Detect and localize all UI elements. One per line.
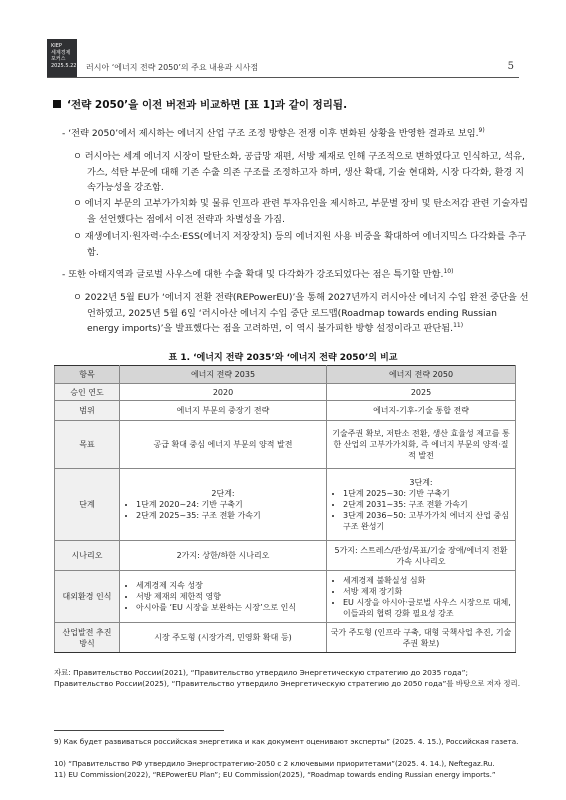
header-cell: 항목 (55, 366, 120, 384)
table-row (55, 571, 516, 623)
table-cell (327, 469, 516, 541)
badge-line: 세계경제 (51, 49, 71, 56)
badge-line: 포커스 (51, 56, 66, 62)
table-cell: 시장 주도형 (시장가격, 민영화 확대 등) (120, 623, 327, 653)
table-header-row (55, 366, 516, 384)
table-cell: 에너지 부문의 중장기 전략 (120, 401, 327, 421)
comparison-table (54, 365, 516, 653)
stage-title: 2단계: (211, 489, 235, 498)
list-item: • 세계경제 불확실성 심화 (343, 575, 512, 586)
row-label: 산업발전 추진 방식 (55, 623, 120, 653)
header-rule (47, 77, 519, 78)
section-heading-text: ‘전략 2050’을 이전 버전과 비교하면 [표 1]과 같이 정리됨. (67, 99, 348, 111)
footnote-rule (54, 730, 224, 731)
table-row (55, 421, 516, 469)
list-item: • 3단계 2036~50: 고부가가치 에너지 산업 중심 구조 완성기 (343, 510, 512, 532)
paragraph-circle: ㅇ 러시아는 세계 에너지 시장이 탈탄소화, 공급망 재편, 서방 제재로 인해 구조적으로 변하였다고 인식하고, 석유, 가스, 석탄 부문에 대해 기존 수출 의존 구조를 조정하고자 하며, 생산 확대, 기술 현대화, 시장 다각화, 환경 지속가능성을 강조함. (73, 151, 525, 194)
row-label: 시나리오 (55, 541, 120, 571)
row-label: 목표 (55, 421, 120, 469)
footnote-10: 10) “Правительство РФ утвердило Энергостратегию-2050 с 2 ключевыми приоритетами”(2025. 4. 14.), Neftegaz.Ru. (54, 759, 495, 768)
table-row (55, 384, 516, 401)
list-item: • 서방 제재 장기화 (343, 586, 512, 597)
badge-line: 2025.5.22. (51, 62, 79, 69)
table-cell: 2가지: 상한/하한 시나리오 (120, 541, 327, 571)
header-cell: 에너지 전략 2035 (120, 366, 327, 384)
table-cell: 기술주권 확보, 저탄소 전환, 생산 효율성 제고를 통한 산업의 고부가가치화, 즉 에너지 부문의 양적·질적 발전 (327, 421, 516, 469)
row-label: 단계 (55, 469, 120, 541)
table-cell (327, 571, 516, 623)
table-cell (120, 571, 327, 623)
square-bullet-icon (53, 100, 61, 108)
list-item: • 아시아를 ‘EU 시장을 보완하는 시장’으로 인식 (136, 602, 323, 613)
header-cell: 에너지 전략 2050 (327, 366, 516, 384)
badge-line: KIEP (51, 43, 62, 49)
table-cell: 2025 (327, 384, 516, 401)
running-title: 러시아 ‘에너지 전략 2050’의 주요 내용과 시사점 (86, 63, 259, 72)
table-row (55, 541, 516, 571)
list-item: • 1단계 2025~30: 기반 구축기 (343, 488, 512, 499)
table-row (55, 623, 516, 653)
table-caption: 표 1. ‘에너지 전략 2035’와 ‘에너지 전략 2050’의 비교 (168, 353, 398, 363)
list-item: • 서방 제재의 제한적 영향 (136, 591, 323, 602)
table-row (55, 401, 516, 421)
stage-title: 3단계: (409, 478, 433, 487)
list-item: • 1단계 2020~24: 기반 구축기 (136, 499, 323, 510)
footnote-ref: 9) (478, 127, 485, 134)
paragraph-circle: ㅇ 재생에너지·원자력·수소·ESS(에너지 저장장치) 등의 에너지원 사용 비중을 확대하여 에너지믹스 다각화를 추구함. (73, 231, 527, 258)
table-source: 자료: Правительство России(2021), “Правительство утвердило Энергетическую стратегию до 2035 года”; Правительство России(2025), “Правительство утвердило Энергетическую стратегию до 2050 года”를 바탕으로 저자 정리. (54, 668, 521, 688)
footnote-11: 11) EU Commission(2022), “REPowerEU Plan”; EU Commission(2025), “Roadmap towards ending Russian energy imports.” (54, 770, 496, 779)
paragraph-dash (62, 126, 517, 142)
list-item: • 세계경제 지속 성장 (136, 580, 323, 591)
footnote-9: 9) Как будет развиваться российская энергетика и как документ оценивают эксперты” (2025. 4. 15.), Российская газета. (54, 737, 519, 746)
table-cell: 2020 (120, 384, 327, 401)
table-cell: 에너지-기후-기술 통합 전략 (327, 401, 516, 421)
list-item: • EU 시장을 아시아·글로벌 사우스 시장으로 대체, 이들과의 협력 강화 필요성 강조 (343, 597, 512, 619)
table-row (55, 469, 516, 541)
row-label: 승인 연도 (55, 384, 120, 401)
paragraph-text: - ‘전략 2050’에서 제시하는 에너지 산업 구조 조정 방향은 전쟁 이후 변화된 상황을 반영한 결과로 보임. (62, 128, 479, 139)
row-label: 대외환경 인식 (55, 571, 120, 623)
paragraph-circle (73, 290, 531, 337)
footnote-ref: 11) (453, 322, 464, 330)
paragraph-text: - 또한 아태지역과 글로벌 사우스에 대한 수출 확대 및 다각화가 강조되었다는 점은 특기할 만함. (62, 269, 444, 280)
paragraph-circle: ㅇ 에너지 부문의 고부가가치화 및 물류 인프라 관련 투자유인을 제시하고, 부문별 장비 및 탄소저감 관련 기술자립을 선언했다는 점에서 이전 전략과 차별성을 가짐. (73, 198, 528, 225)
table-cell: 국가 주도형 (인프라 구축, 대형 국책사업 추진, 기술주권 확보) (327, 623, 516, 653)
paragraph-dash (62, 267, 517, 283)
list-item: • 2단계 2031~35: 구조 전환 가속기 (343, 499, 512, 510)
section-heading (53, 97, 347, 112)
paragraph-text: ㅇ 2022년 5월 EU가 ‘에너지 전환 전략(REPowerEU)’을 통해 2027년까지 러시아산 에너지 수입 완전 중단을 선언하였고, 2025년 5월 6일 ‘러시아산 에너지 수입 중단 로드맵(Roadmap towards ending Russian energy imports)’을 발표했다는 점을 고려하면, 이 역시 불가피한 방향 설정이라고 판단됨. (73, 292, 529, 335)
page-number: 5 (507, 61, 514, 72)
footnote-ref: 10) (443, 268, 454, 275)
list-item: • 2단계 2025~35: 구조 전환 가속기 (136, 510, 323, 521)
row-label: 범위 (55, 401, 120, 421)
table-cell (120, 469, 327, 541)
table-cell: 5가지: 스트레스/관성/목표/기술 장애/에너지 전환 가속 시나리오 (327, 541, 516, 571)
table-cell: 공급 확대 중심 에너지 부문의 양적 발전 (120, 421, 327, 469)
report-badge (47, 39, 77, 77)
